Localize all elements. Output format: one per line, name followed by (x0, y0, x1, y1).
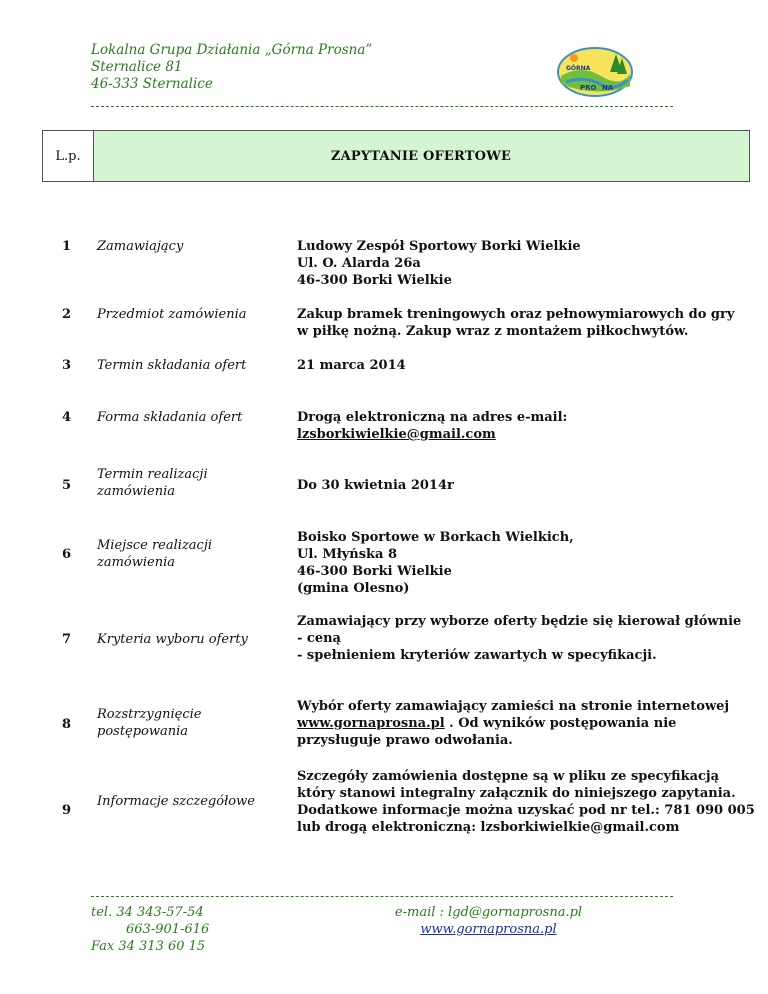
row-label: Forma składania ofert (97, 410, 243, 425)
value-line: w piłkę nożną. Zakup wraz z montażem piłkochwytów. (297, 324, 689, 339)
value-line: - ceną (297, 631, 341, 646)
row-number: 6 (62, 547, 72, 562)
lp-header: L.p. (43, 131, 94, 181)
row-value (297, 613, 757, 664)
label-line: postępowania (97, 724, 189, 739)
org-street: Sternalice 81 (91, 59, 183, 75)
footer-www-link[interactable]: www.gornaprosna.pl (420, 922, 557, 937)
website-link[interactable]: www.gornaprosna.pl (297, 716, 445, 731)
row-number: 1 (62, 239, 72, 254)
row-label (97, 466, 267, 500)
footer-divider (91, 896, 673, 897)
value-line: Zamawiający przy wyborze oferty będzie się kierował głównie (297, 614, 742, 629)
row-number: 3 (62, 358, 72, 373)
header-divider (91, 106, 673, 107)
footer-tel2: 663-901-616 (126, 922, 210, 937)
value-line: Ul. O. Alarda 26a (297, 256, 421, 271)
footer-contact (386, 904, 591, 938)
value-line: Wybór oferty zamawiający zamieści na stronie internetowej (297, 699, 730, 714)
logo-text-bottom: PRO (580, 84, 597, 92)
table-header (42, 130, 750, 182)
row-value (297, 477, 757, 494)
row-label: Zamawiający (97, 239, 184, 254)
letterhead (91, 42, 372, 93)
row-label (97, 706, 267, 740)
row-value (297, 768, 757, 836)
row-label: Kryteria wyboru oferty (97, 632, 248, 647)
email-link[interactable]: lzsborkiwielkie@gmail.com (297, 427, 496, 442)
footer-email[interactable]: e-mail : lgd@gornaprosna.pl (394, 905, 583, 920)
row-value (297, 529, 757, 597)
row-number: 5 (62, 478, 72, 493)
row-number: 4 (62, 410, 72, 425)
value-line: Zakup bramek treningowych oraz pełnowymiarowych do gry (297, 307, 735, 322)
page-title: ZAPYTANIE OFERTOWE (330, 148, 512, 164)
logo-text-na: NA (602, 84, 614, 92)
label-line: zamówienia (97, 484, 176, 499)
label-line: zamówienia (97, 555, 176, 570)
value-line: Boisko Sportowe w Borkach Wielkich, (297, 530, 574, 545)
value-line: Ul. Młyńska 8 (297, 547, 398, 562)
value-text: . Od wyników postępowania nie (444, 716, 677, 731)
value-line: Do 30 kwietnia 2014r (297, 478, 454, 493)
row-label (97, 537, 267, 571)
footer-fax: Fax 34 313 60 15 (91, 939, 206, 954)
org-name: Lokalna Grupa Działania „Górna Prosna” (91, 42, 373, 58)
value-line: - spełnieniem kryteriów zawartych w specyfikacji. (297, 648, 657, 663)
label-line: Termin realizacji (97, 467, 208, 482)
row-label: Informacje szczegółowe (97, 794, 255, 809)
value-line: 46-300 Borki Wielkie (297, 273, 452, 288)
value-line: (gmina Olesno) (297, 581, 410, 596)
value-line: Drogą elektroniczną na adres e-mail: (297, 410, 568, 425)
row-number: 2 (62, 307, 72, 322)
row-number: 8 (62, 717, 72, 732)
value-line: przysługuje prawo odwołania. (297, 733, 513, 748)
value-line (297, 715, 757, 732)
label-line: Miejsce realizacji (97, 538, 213, 553)
row-number: 7 (62, 632, 72, 647)
gorna-prosna-logo (556, 46, 634, 98)
row-label: Termin składania ofert (97, 358, 247, 373)
label-line: Rozstrzygnięcie (97, 707, 202, 722)
value-line: Dodatkowe informacje można uzyskać pod nr tel.: 781 090 005 (297, 803, 755, 818)
row-value (297, 357, 757, 374)
row-value (297, 238, 757, 289)
logo-text-top: GÓRNA (566, 65, 591, 72)
footer-tel: tel. 34 343-57-54 (91, 905, 204, 920)
value-line: Szczegóły zamówienia dostępne są w pliku ze specyfikacją (297, 769, 720, 784)
row-label: Przedmiot zamówienia (97, 307, 247, 322)
value-line: Ludowy Zespół Sportowy Borki Wielkie (297, 239, 581, 254)
value-line: 21 marca 2014 (297, 358, 406, 373)
row-value (297, 306, 757, 340)
value-line: który stanowi integralny załącznik do niniejszego zapytania. (297, 786, 736, 801)
value-line: lub drogą elektroniczną: lzsborkiwielkie@gmail.com (297, 820, 680, 835)
row-value (297, 698, 757, 749)
row-number: 9 (62, 803, 72, 818)
org-city: 46-333 Sternalice (91, 76, 213, 92)
footer-phones (91, 904, 209, 955)
value-line: 46-300 Borki Wielkie (297, 564, 452, 579)
row-value (297, 409, 757, 443)
